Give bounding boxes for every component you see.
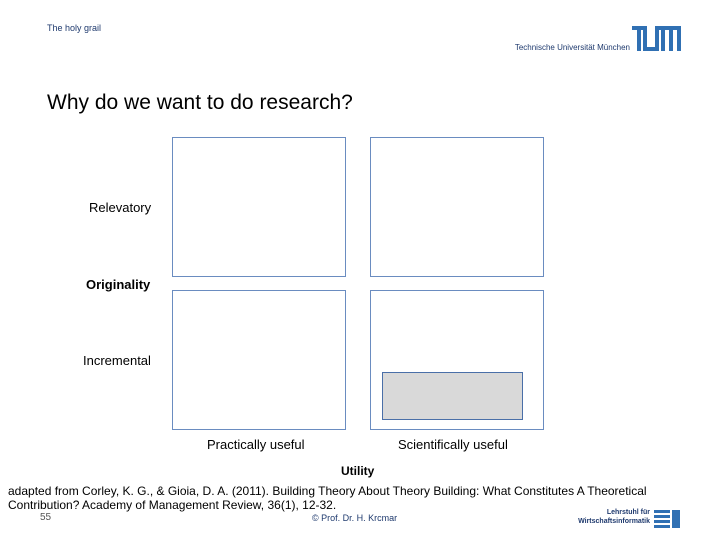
chair-logo-text: Lehrstuhl für Wirtschaftsinformatik [578,509,650,525]
matrix-cell-relevatory-practical [172,137,346,277]
deck-title: The holy grail [47,23,102,33]
tum-logo-icon [632,26,682,51]
row-label-originality: Originality [86,277,151,292]
col-label-scientific: Scientifically useful [398,437,508,452]
highlight-zone [382,372,523,420]
page-number: 55 [40,512,52,523]
institution-name: Technische Universität München [514,43,630,52]
matrix-cell-incremental-practical [172,290,346,430]
axis-label-utility: Utility [341,464,375,478]
col-label-practical: Practically useful [207,437,305,452]
row-label-relevatory: Relevatory [89,200,152,215]
copyright-notice: © Prof. Dr. H. Krcmar [312,513,398,523]
citation-text: adapted from Corley, K. G., & Gioia, D. A. (2011). Building Theory About Theory Building: What Constitutes A Theoretical Contribution? Academy of Management Review, 36(1), 12-32. [8,484,647,512]
slide-title: Why do we want to do research? [47,91,353,114]
chair-logo-icon [654,508,682,530]
matrix-cell-relevatory-scientific [370,137,544,277]
row-label-incremental: Incremental [83,353,151,368]
chair-logo [574,508,682,530]
